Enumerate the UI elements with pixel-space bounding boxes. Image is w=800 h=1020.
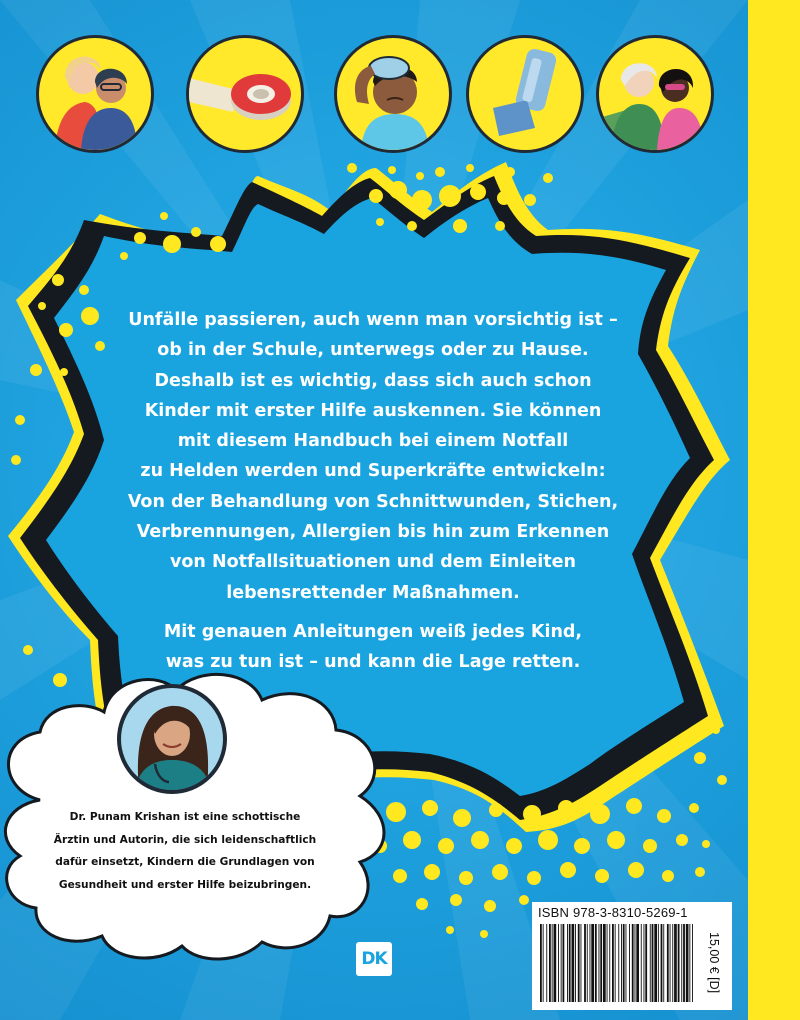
carer-icon xyxy=(596,35,714,153)
bio-line: dafür einsetzt, Kindern die Grundlagen von xyxy=(55,856,315,868)
comforting-icon xyxy=(36,35,154,153)
secondary-blurb xyxy=(118,617,628,678)
blurb-line: was zu tun ist – und kann die Lage retten. xyxy=(165,652,581,673)
publisher-logo: DK xyxy=(356,942,392,976)
barcode-panel xyxy=(532,902,732,1010)
blurb-line: Unfälle passieren, auch wenn man vorsichtig ist – xyxy=(128,310,618,330)
price-label: 15,00 € [D] xyxy=(707,932,721,994)
blurb-line: zu Helden werden und Superkräfte entwickeln: xyxy=(140,461,606,482)
author-bio xyxy=(40,806,330,896)
blurb-line: ob in der Schule, unterwegs oder zu Hause. xyxy=(157,340,589,361)
bio-line: Gesundheit und erster Hilfe beizubringen. xyxy=(58,878,312,891)
blurb-line: Kinder mit erster Hilfe auskennen. Sie können xyxy=(144,400,602,421)
inhaler-icon xyxy=(466,35,584,153)
spine-band xyxy=(748,0,800,1020)
blurb-line: Deshalb ist es wichtig, dass sich auch schon xyxy=(154,370,592,391)
blurb-line: Verbrennungen, Allergien bis hin zum Erkennen xyxy=(136,522,610,543)
barcode-bars xyxy=(538,924,698,1004)
main-blurb xyxy=(118,305,628,608)
blurb-line: von Notfallsituationen und dem Einleiten xyxy=(170,552,576,573)
blurb-line: Von der Behandlung von Schnittwunden, Stichen, xyxy=(127,491,619,512)
blurb-line: Mit genauen Anleitungen weiß jedes Kind, xyxy=(163,622,583,642)
bio-line: Ärztin und Autorin, die sich leidenschaftlich xyxy=(53,833,317,846)
bio-line: Dr. Punam Krishan ist eine schottische xyxy=(69,811,301,823)
author-photo xyxy=(117,684,227,794)
blurb-line: lebensrettender Maßnahmen. xyxy=(226,582,520,603)
plaster-roll-icon xyxy=(186,35,304,153)
ice-pack-icon xyxy=(334,35,452,153)
blurb-line: mit diesem Handbuch bei einem Notfall xyxy=(177,431,569,452)
isbn-number: ISBN 978-3-8310-5269-1 xyxy=(538,905,688,920)
